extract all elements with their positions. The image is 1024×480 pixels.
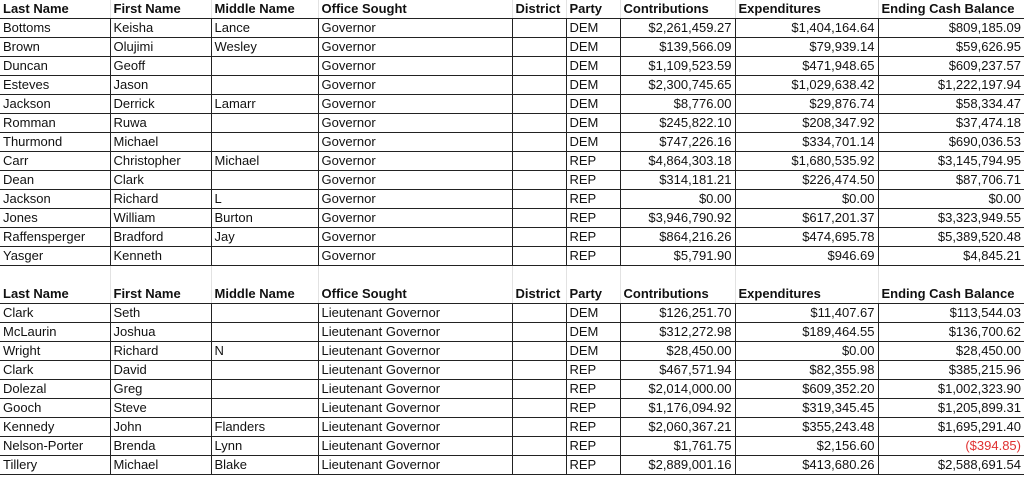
cell-last-name[interactable]: Jackson (0, 190, 110, 209)
cell-district[interactable] (512, 209, 566, 228)
empty-cell[interactable] (318, 266, 512, 286)
cell-district[interactable] (512, 304, 566, 323)
empty-cell[interactable] (878, 266, 1024, 286)
cell-expenditures[interactable]: $334,701.14 (735, 133, 878, 152)
cell-expenditures[interactable]: $189,464.55 (735, 323, 878, 342)
cell-ending-cash-balance[interactable]: $1,205,899.31 (878, 399, 1024, 418)
cell-district[interactable] (512, 228, 566, 247)
cell-first-name[interactable]: Richard (110, 190, 211, 209)
cell-party[interactable]: REP (566, 228, 620, 247)
cell-last-name[interactable]: McLaurin (0, 323, 110, 342)
cell-expenditures[interactable]: $0.00 (735, 190, 878, 209)
cell-last-name[interactable]: Kennedy (0, 418, 110, 437)
cell-middle-name[interactable] (211, 76, 318, 95)
table-row (0, 114, 1024, 133)
cell-middle-name[interactable]: Flanders (211, 418, 318, 437)
cell-middle-name[interactable] (211, 361, 318, 380)
cell-last-name[interactable]: Gooch (0, 399, 110, 418)
cell-district[interactable] (512, 399, 566, 418)
cell-last-name[interactable]: Romman (0, 114, 110, 133)
cell-last-name[interactable]: Wright (0, 342, 110, 361)
cell-last-name[interactable]: Thurmond (0, 133, 110, 152)
cell-district[interactable] (512, 38, 566, 57)
empty-cell[interactable] (566, 266, 620, 286)
cell-contributions[interactable]: $3,946,790.92 (620, 209, 735, 228)
column-header-middle-name[interactable]: Middle Name (211, 0, 318, 19)
cell-office-sought[interactable]: Lieutenant Governor (318, 437, 512, 456)
cell-district[interactable] (512, 437, 566, 456)
cell-expenditures[interactable]: $609,352.20 (735, 380, 878, 399)
cell-expenditures[interactable]: $79,939.14 (735, 38, 878, 57)
cell-party[interactable]: REP (566, 190, 620, 209)
table-row (0, 456, 1024, 475)
cell-office-sought[interactable]: Governor (318, 152, 512, 171)
cell-expenditures[interactable]: $82,355.98 (735, 361, 878, 380)
cell-last-name[interactable]: Duncan (0, 57, 110, 76)
cell-ending-cash-balance[interactable]: $136,700.62 (878, 323, 1024, 342)
cell-first-name[interactable]: Keisha (110, 19, 211, 38)
cell-contributions[interactable]: $312,272.98 (620, 323, 735, 342)
table-row (0, 38, 1024, 57)
cell-contributions[interactable]: $5,791.90 (620, 247, 735, 266)
column-header-ending-cash-balance[interactable]: Ending Cash Balance (878, 0, 1024, 19)
cell-party[interactable]: REP (566, 418, 620, 437)
table-row (0, 342, 1024, 361)
table-row (0, 133, 1024, 152)
cell-ending-cash-balance[interactable]: $2,588,691.54 (878, 456, 1024, 475)
table-row (0, 19, 1024, 38)
cell-party[interactable]: DEM (566, 323, 620, 342)
cell-office-sought[interactable]: Governor (318, 133, 512, 152)
cell-party[interactable]: REP (566, 399, 620, 418)
column-header-contributions[interactable]: Contributions (620, 285, 735, 304)
cell-last-name[interactable]: Brown (0, 38, 110, 57)
cell-contributions[interactable]: $4,864,303.18 (620, 152, 735, 171)
cell-party[interactable]: DEM (566, 76, 620, 95)
table-row (0, 171, 1024, 190)
empty-cell[interactable] (0, 266, 110, 286)
cell-district[interactable] (512, 190, 566, 209)
table-row (0, 57, 1024, 76)
cell-middle-name[interactable] (211, 380, 318, 399)
cell-last-name[interactable]: Tillery (0, 456, 110, 475)
cell-ending-cash-balance[interactable]: ($394.85) (878, 437, 1024, 456)
cell-first-name[interactable]: William (110, 209, 211, 228)
cell-expenditures[interactable]: $413,680.26 (735, 456, 878, 475)
cell-ending-cash-balance[interactable]: $4,845.21 (878, 247, 1024, 266)
column-header-office-sought[interactable]: Office Sought (318, 0, 512, 19)
cell-middle-name[interactable] (211, 323, 318, 342)
lt-governor-header-row (0, 285, 1024, 304)
cell-office-sought[interactable]: Governor (318, 114, 512, 133)
cell-office-sought[interactable]: Lieutenant Governor (318, 342, 512, 361)
cell-party[interactable]: DEM (566, 19, 620, 38)
cell-contributions[interactable]: $1,109,523.59 (620, 57, 735, 76)
cell-expenditures[interactable]: $474,695.78 (735, 228, 878, 247)
blank-row (0, 266, 1024, 286)
cell-first-name[interactable]: Steve (110, 399, 211, 418)
cell-last-name[interactable]: Yasger (0, 247, 110, 266)
cell-ending-cash-balance[interactable]: $28,450.00 (878, 342, 1024, 361)
cell-office-sought[interactable]: Lieutenant Governor (318, 399, 512, 418)
cell-office-sought[interactable]: Lieutenant Governor (318, 418, 512, 437)
cell-first-name[interactable]: Jason (110, 76, 211, 95)
cell-last-name[interactable]: Clark (0, 361, 110, 380)
cell-ending-cash-balance[interactable]: $59,626.95 (878, 38, 1024, 57)
cell-party[interactable]: DEM (566, 304, 620, 323)
cell-contributions[interactable]: $2,261,459.27 (620, 19, 735, 38)
cell-contributions[interactable]: $28,450.00 (620, 342, 735, 361)
column-header-last-name[interactable]: Last Name (0, 285, 110, 304)
cell-middle-name[interactable] (211, 133, 318, 152)
cell-office-sought[interactable]: Governor (318, 19, 512, 38)
cell-party[interactable]: REP (566, 361, 620, 380)
cell-last-name[interactable]: Carr (0, 152, 110, 171)
cell-party[interactable]: DEM (566, 38, 620, 57)
column-header-expenditures[interactable]: Expenditures (735, 285, 878, 304)
cell-last-name[interactable]: Jackson (0, 95, 110, 114)
cell-office-sought[interactable]: Lieutenant Governor (318, 304, 512, 323)
empty-cell[interactable] (735, 266, 878, 286)
cell-district[interactable] (512, 133, 566, 152)
cell-district[interactable] (512, 247, 566, 266)
cell-last-name[interactable]: Clark (0, 304, 110, 323)
cell-party[interactable]: REP (566, 247, 620, 266)
cell-middle-name[interactable]: Lance (211, 19, 318, 38)
cell-office-sought[interactable]: Governor (318, 190, 512, 209)
cell-district[interactable] (512, 57, 566, 76)
cell-ending-cash-balance[interactable]: $5,389,520.48 (878, 228, 1024, 247)
cell-expenditures[interactable]: $1,404,164.64 (735, 19, 878, 38)
cell-middle-name[interactable]: Burton (211, 209, 318, 228)
cell-expenditures[interactable]: $0.00 (735, 342, 878, 361)
cell-district[interactable] (512, 95, 566, 114)
cell-contributions[interactable]: $1,176,094.92 (620, 399, 735, 418)
cell-party[interactable]: DEM (566, 133, 620, 152)
cell-party[interactable]: REP (566, 437, 620, 456)
cell-first-name[interactable]: Ruwa (110, 114, 211, 133)
cell-contributions[interactable]: $1,761.75 (620, 437, 735, 456)
cell-expenditures[interactable]: $946.69 (735, 247, 878, 266)
cell-district[interactable] (512, 76, 566, 95)
cell-contributions[interactable]: $467,571.94 (620, 361, 735, 380)
cell-contributions[interactable]: $2,889,001.16 (620, 456, 735, 475)
table-row (0, 399, 1024, 418)
column-header-expenditures[interactable]: Expenditures (735, 0, 878, 19)
cell-office-sought[interactable]: Governor (318, 171, 512, 190)
cell-ending-cash-balance[interactable]: $58,334.47 (878, 95, 1024, 114)
cell-expenditures[interactable]: $617,201.37 (735, 209, 878, 228)
cell-middle-name[interactable]: Wesley (211, 38, 318, 57)
cell-office-sought[interactable]: Governor (318, 95, 512, 114)
cell-district[interactable] (512, 152, 566, 171)
cell-party[interactable]: REP (566, 456, 620, 475)
table-row (0, 152, 1024, 171)
cell-district[interactable] (512, 418, 566, 437)
cell-contributions[interactable]: $245,822.10 (620, 114, 735, 133)
table-row (0, 95, 1024, 114)
cell-district[interactable] (512, 171, 566, 190)
column-header-last-name[interactable]: Last Name (0, 0, 110, 19)
cell-expenditures[interactable]: $208,347.92 (735, 114, 878, 133)
cell-first-name[interactable]: Brenda (110, 437, 211, 456)
cell-middle-name[interactable]: Lamarr (211, 95, 318, 114)
cell-ending-cash-balance[interactable]: $1,222,197.94 (878, 76, 1024, 95)
cell-first-name[interactable]: Christopher (110, 152, 211, 171)
cell-first-name[interactable]: Joshua (110, 323, 211, 342)
cell-expenditures[interactable]: $1,680,535.92 (735, 152, 878, 171)
cell-contributions[interactable]: $747,226.16 (620, 133, 735, 152)
cell-party[interactable]: DEM (566, 342, 620, 361)
cell-expenditures[interactable]: $355,243.48 (735, 418, 878, 437)
cell-first-name[interactable]: John (110, 418, 211, 437)
column-header-party[interactable]: Party (566, 285, 620, 304)
cell-first-name[interactable]: Michael (110, 456, 211, 475)
column-header-district[interactable]: District (512, 285, 566, 304)
empty-cell[interactable] (620, 266, 735, 286)
column-header-party[interactable]: Party (566, 0, 620, 19)
cell-contributions[interactable]: $864,216.26 (620, 228, 735, 247)
cell-expenditures[interactable]: $226,474.50 (735, 171, 878, 190)
cell-office-sought[interactable]: Lieutenant Governor (318, 361, 512, 380)
cell-first-name[interactable]: Richard (110, 342, 211, 361)
cell-ending-cash-balance[interactable]: $87,706.71 (878, 171, 1024, 190)
table-row (0, 190, 1024, 209)
cell-ending-cash-balance[interactable]: $385,215.96 (878, 361, 1024, 380)
cell-ending-cash-balance[interactable]: $3,323,949.55 (878, 209, 1024, 228)
cell-district[interactable] (512, 380, 566, 399)
cell-office-sought[interactable]: Governor (318, 209, 512, 228)
cell-first-name[interactable]: Clark (110, 171, 211, 190)
cell-party[interactable]: REP (566, 380, 620, 399)
column-header-district[interactable]: District (512, 0, 566, 19)
cell-first-name[interactable]: Kenneth (110, 247, 211, 266)
governor-header-row (0, 0, 1024, 19)
cell-ending-cash-balance[interactable]: $690,036.53 (878, 133, 1024, 152)
table-row (0, 304, 1024, 323)
cell-last-name[interactable]: Dolezal (0, 380, 110, 399)
cell-contributions[interactable]: $0.00 (620, 190, 735, 209)
cell-first-name[interactable]: Derrick (110, 95, 211, 114)
cell-ending-cash-balance[interactable]: $113,544.03 (878, 304, 1024, 323)
cell-ending-cash-balance[interactable]: $3,145,794.95 (878, 152, 1024, 171)
cell-office-sought[interactable]: Governor (318, 38, 512, 57)
empty-cell[interactable] (110, 266, 211, 286)
column-header-office-sought[interactable]: Office Sought (318, 285, 512, 304)
cell-party[interactable]: REP (566, 152, 620, 171)
cell-middle-name[interactable]: Jay (211, 228, 318, 247)
cell-office-sought[interactable]: Lieutenant Governor (318, 456, 512, 475)
column-header-contributions[interactable]: Contributions (620, 0, 735, 19)
cell-middle-name[interactable]: Michael (211, 152, 318, 171)
cell-ending-cash-balance[interactable]: $37,474.18 (878, 114, 1024, 133)
cell-party[interactable]: REP (566, 209, 620, 228)
cell-contributions[interactable]: $2,014,000.00 (620, 380, 735, 399)
table-row (0, 247, 1024, 266)
cell-district[interactable] (512, 323, 566, 342)
cell-ending-cash-balance[interactable]: $0.00 (878, 190, 1024, 209)
cell-middle-name[interactable] (211, 399, 318, 418)
cell-expenditures[interactable]: $29,876.74 (735, 95, 878, 114)
cell-last-name[interactable]: Jones (0, 209, 110, 228)
cell-party[interactable]: DEM (566, 114, 620, 133)
cell-middle-name[interactable] (211, 304, 318, 323)
cell-party[interactable]: DEM (566, 95, 620, 114)
cell-party[interactable]: REP (566, 171, 620, 190)
cell-middle-name[interactable]: Blake (211, 456, 318, 475)
cell-contributions[interactable]: $2,060,367.21 (620, 418, 735, 437)
table-row (0, 418, 1024, 437)
cell-contributions[interactable]: $139,566.09 (620, 38, 735, 57)
cell-last-name[interactable]: Dean (0, 171, 110, 190)
cell-first-name[interactable]: Seth (110, 304, 211, 323)
cell-expenditures[interactable]: $319,345.45 (735, 399, 878, 418)
cell-expenditures[interactable]: $2,156.60 (735, 437, 878, 456)
cell-middle-name[interactable]: Lynn (211, 437, 318, 456)
cell-ending-cash-balance[interactable]: $809,185.09 (878, 19, 1024, 38)
cell-last-name[interactable]: Esteves (0, 76, 110, 95)
cell-middle-name[interactable] (211, 57, 318, 76)
table-row (0, 380, 1024, 399)
cell-last-name[interactable]: Raffensperger (0, 228, 110, 247)
cell-expenditures[interactable]: $1,029,638.42 (735, 76, 878, 95)
cell-office-sought[interactable]: Governor (318, 228, 512, 247)
cell-office-sought[interactable]: Lieutenant Governor (318, 323, 512, 342)
cell-ending-cash-balance[interactable]: $609,237.57 (878, 57, 1024, 76)
cell-contributions[interactable]: $126,251.70 (620, 304, 735, 323)
cell-district[interactable] (512, 361, 566, 380)
column-header-first-name[interactable]: First Name (110, 285, 211, 304)
cell-first-name[interactable]: David (110, 361, 211, 380)
cell-middle-name[interactable]: L (211, 190, 318, 209)
cell-contributions[interactable]: $314,181.21 (620, 171, 735, 190)
cell-last-name[interactable]: Bottoms (0, 19, 110, 38)
cell-contributions[interactable]: $2,300,745.65 (620, 76, 735, 95)
cell-expenditures[interactable]: $11,407.67 (735, 304, 878, 323)
table-row (0, 323, 1024, 342)
cell-office-sought[interactable]: Governor (318, 57, 512, 76)
cell-district[interactable] (512, 19, 566, 38)
cell-district[interactable] (512, 342, 566, 361)
cell-district[interactable] (512, 114, 566, 133)
cell-contributions[interactable]: $8,776.00 (620, 95, 735, 114)
cell-ending-cash-balance[interactable]: $1,695,291.40 (878, 418, 1024, 437)
table-row (0, 437, 1024, 456)
column-header-ending-cash-balance[interactable]: Ending Cash Balance (878, 285, 1024, 304)
cell-first-name[interactable]: Geoff (110, 57, 211, 76)
cell-office-sought[interactable]: Governor (318, 247, 512, 266)
cell-party[interactable]: DEM (566, 57, 620, 76)
column-header-middle-name[interactable]: Middle Name (211, 285, 318, 304)
cell-district[interactable] (512, 456, 566, 475)
column-header-first-name[interactable]: First Name (110, 0, 211, 19)
empty-cell[interactable] (512, 266, 566, 286)
cell-middle-name[interactable] (211, 247, 318, 266)
cell-last-name[interactable]: Nelson-Porter (0, 437, 110, 456)
table-row (0, 209, 1024, 228)
cell-ending-cash-balance[interactable]: $1,002,323.90 (878, 380, 1024, 399)
cell-expenditures[interactable]: $471,948.65 (735, 57, 878, 76)
table-row (0, 228, 1024, 247)
cell-office-sought[interactable]: Lieutenant Governor (318, 380, 512, 399)
table-row (0, 76, 1024, 95)
cell-middle-name[interactable] (211, 171, 318, 190)
cell-first-name[interactable]: Greg (110, 380, 211, 399)
cell-first-name[interactable]: Michael (110, 133, 211, 152)
cell-middle-name[interactable] (211, 114, 318, 133)
cell-middle-name[interactable]: N (211, 342, 318, 361)
cell-first-name[interactable]: Bradford (110, 228, 211, 247)
cell-first-name[interactable]: Olujimi (110, 38, 211, 57)
empty-cell[interactable] (211, 266, 318, 286)
table-row (0, 361, 1024, 380)
cell-office-sought[interactable]: Governor (318, 76, 512, 95)
